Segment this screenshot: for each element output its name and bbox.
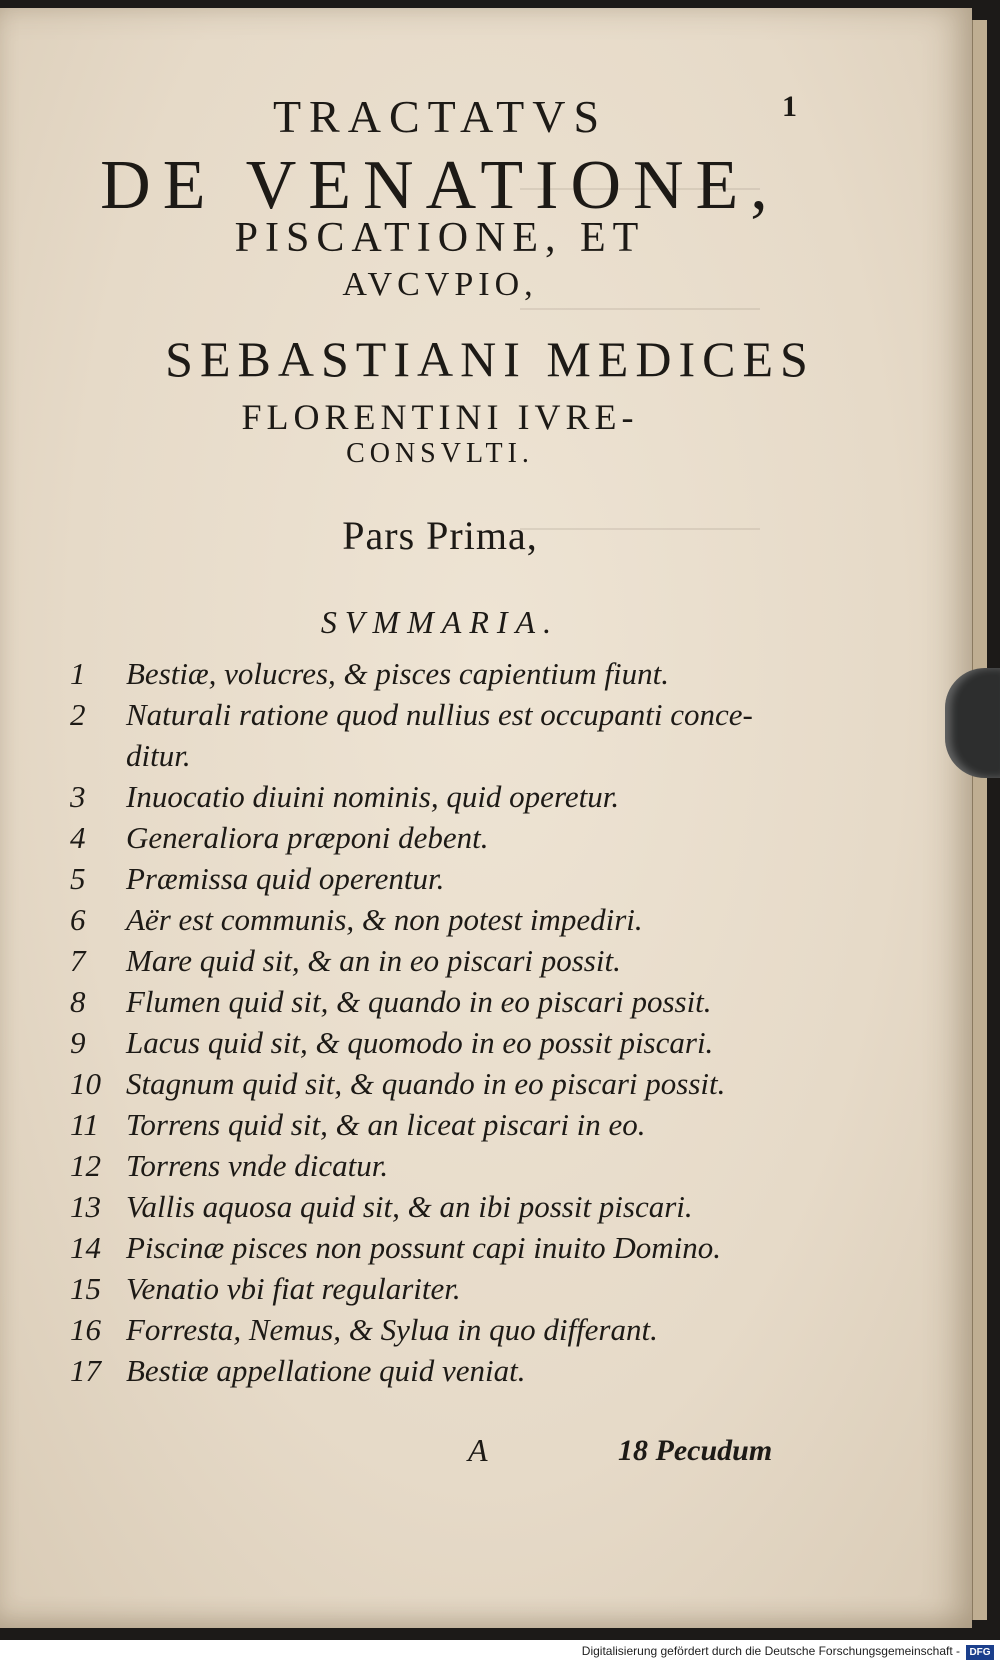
summaria-item-text: Inuocatio diuini nominis, quid operetur. (126, 779, 620, 814)
summaria-item (70, 1309, 810, 1350)
summaria-item-number: 5 (70, 861, 86, 896)
summaria-item (70, 1063, 810, 1104)
summaria-item-number: 14 (70, 1230, 101, 1265)
summaria-item-number: 17 (70, 1353, 101, 1388)
catchword: 18 Pecudum (618, 1434, 773, 1467)
summaria-item-text: Bestiæ appellatione quid veniat. (126, 1353, 526, 1388)
summaria-item-text: Aër est communis, & non potest impediri. (126, 902, 643, 937)
summaria-item-text: Torrens quid sit, & an liceat piscari in eo. (126, 1107, 646, 1142)
title-line-3: PISCATIONE, ET (234, 215, 646, 261)
section-heading: Pars Prima, (342, 513, 538, 558)
author-line-3: CONSVLTI. (346, 438, 534, 469)
summaria-item (70, 694, 810, 735)
summaria-item (70, 981, 810, 1022)
summaria-item-text: Mare quid sit, & an in eo piscari possit. (126, 943, 621, 978)
title-line-1: TRACTATVS (272, 91, 608, 142)
footer-bar (0, 1640, 1000, 1666)
summaria-item (70, 940, 810, 981)
summaria-item (70, 1104, 810, 1145)
summaria-item (70, 653, 810, 694)
summaria-list (70, 653, 810, 1391)
summaria-item (70, 776, 810, 817)
summaria-item-number: 11 (70, 1107, 99, 1142)
summaria-item (70, 1186, 810, 1227)
summaria-item (70, 817, 810, 858)
summaria-item (70, 1145, 810, 1186)
summaria-item-text: ditur. (126, 738, 191, 773)
summaria-item-number: 6 (70, 902, 86, 937)
summaria-item-number: 4 (70, 820, 86, 855)
summaria-item-text: Naturali ratione quod nullius est occupanti conce- (126, 697, 753, 732)
summaria-item-text: Torrens vnde dicatur. (126, 1148, 389, 1183)
title-line-2: DE VENATIONE, (100, 147, 780, 224)
summaria-item-text: Venatio vbi fiat regulariter. (126, 1271, 461, 1306)
summaria-item (70, 1022, 810, 1063)
page-edge (972, 20, 987, 1620)
dfg-logo-icon: DFG (966, 1645, 994, 1660)
summaria-item-number: 13 (70, 1189, 101, 1224)
folio-number: 1 (782, 90, 797, 123)
summaria-item-number: 16 (70, 1312, 101, 1347)
summaria-item-number: 3 (70, 779, 86, 814)
summaria-item-number: 8 (70, 984, 86, 1019)
summaria-item-text: Stagnum quid sit, & quando in eo piscari possit. (126, 1066, 726, 1101)
summaria-item-number: 1 (70, 656, 86, 691)
book-clasp (945, 668, 1000, 778)
signature-mark: A (468, 1432, 488, 1468)
summaria-item-number: 2 (70, 697, 86, 732)
summaria-item (70, 1350, 810, 1391)
title-line-4: AVCVPIO, (342, 266, 538, 303)
summaria-item-number: 12 (70, 1148, 101, 1183)
summaria-item-text: Bestiæ, volucres, & pisces capientium fiunt. (126, 656, 669, 691)
author-line-1: SEBASTIANI MEDICES (165, 331, 815, 387)
summaria-item-text: Generaliora præponi debent. (126, 820, 489, 855)
summaria-item-text: Præmissa quid operentur. (126, 861, 445, 896)
author-line-2: FLORENTINI IVRE- (241, 397, 639, 437)
book-page (0, 8, 972, 1628)
show-through-line (520, 308, 760, 310)
summaria-heading: SVMMARIA. (320, 604, 560, 640)
summaria-item (70, 1268, 810, 1309)
footer-credit: Digitalisierung gefördert durch die Deutsche Forschungsgemeinschaft - (581, 1644, 960, 1658)
summaria-item-text: Piscinæ pisces non possunt capi inuito Domino. (126, 1230, 722, 1265)
summaria-item-text: Vallis aquosa quid sit, & an ibi possit piscari. (126, 1189, 693, 1224)
summaria-item-number: 7 (70, 943, 86, 978)
summaria-item (70, 858, 810, 899)
summaria-item-text: Lacus quid sit, & quomodo in eo possit piscari. (126, 1025, 714, 1060)
summaria-item-number (70, 735, 126, 776)
summaria-item-number: 9 (70, 1025, 86, 1060)
summaria-item-text: Flumen quid sit, & quando in eo piscari possit. (126, 984, 712, 1019)
summaria-item (70, 735, 810, 776)
summaria-item-number: 15 (70, 1271, 101, 1306)
summaria-item (70, 1227, 810, 1268)
summaria-item-number: 10 (70, 1066, 101, 1101)
summaria-item-text: Forresta, Nemus, & Sylua in quo differant. (126, 1312, 658, 1347)
summaria-item (70, 899, 810, 940)
